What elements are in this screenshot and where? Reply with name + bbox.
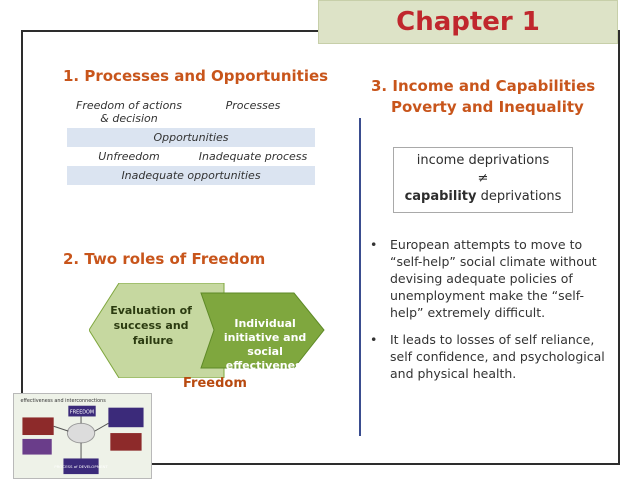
arrow-right-text: effectiveness	[225, 359, 309, 372]
table-cell: Inadequate process	[191, 147, 315, 166]
process-opportunity-table	[67, 96, 315, 185]
freedom-label: Freedom	[183, 376, 247, 391]
slide-title: Chapter 1	[396, 7, 540, 37]
title-banner	[318, 0, 618, 44]
thumbnail-node	[22, 439, 51, 455]
not-equal-symbol: ≠	[477, 171, 489, 186]
capability-deprivations-text	[394, 188, 572, 206]
thumbnail-center-label: FREEDOM	[69, 409, 95, 416]
arrow-left-text: Evaluation of	[110, 304, 192, 317]
thumbnail-bottom-label: PROCESS of DEVELOPMENT	[54, 464, 108, 470]
section3-heading: 3. Income and Capabilities	[371, 77, 596, 95]
thumbnail-title: effectiveness and interconnections	[20, 397, 106, 404]
table-cell: Freedom of actions & decision	[67, 96, 191, 128]
list-item	[370, 331, 610, 382]
bullet-text: European attempts to move to “self-help” social climate without devising adequate policies of unemployment make the “self-help” extremely difficult.	[390, 237, 597, 320]
section3-subheading: Poverty and Inequality	[391, 98, 584, 116]
table-cell: Opportunities	[67, 128, 315, 147]
arrow-right-text: Individual	[234, 317, 296, 330]
bullet-list	[370, 236, 610, 392]
column-divider	[359, 118, 361, 436]
freedom-diagram-thumbnail	[13, 393, 152, 479]
table-cell: Unfreedom	[67, 147, 191, 166]
bullet-icon: •	[370, 332, 378, 347]
deprivation-box	[393, 147, 573, 213]
two-roles-arrows	[89, 283, 339, 378]
table-cell: Inadequate opportunities	[67, 166, 315, 185]
arrow-right-text: initiative and	[223, 331, 307, 344]
thumbnail-node	[22, 417, 53, 435]
table-cell: Processes	[191, 96, 315, 128]
list-item	[370, 236, 610, 321]
section1-heading: 1. Processes and Opportunities	[63, 67, 329, 85]
thumbnail-node	[110, 433, 141, 451]
bullet-icon: •	[370, 237, 378, 252]
thumbnail-node	[67, 423, 94, 443]
deprivations-word: deprivations	[476, 189, 562, 204]
capability-word: capability	[404, 189, 477, 204]
arrow-right-text: social	[247, 345, 283, 358]
arrow-left-text: failure	[132, 334, 174, 347]
income-deprivations-text: income deprivations	[416, 153, 550, 168]
section2-heading: 2. Two roles of Freedom	[63, 250, 266, 268]
bullet-text: It leads to losses of self reliance, self confidence, and psychological and physical health.	[390, 332, 605, 381]
thumbnail-node	[108, 408, 143, 428]
arrow-left-text: success and	[113, 319, 189, 332]
